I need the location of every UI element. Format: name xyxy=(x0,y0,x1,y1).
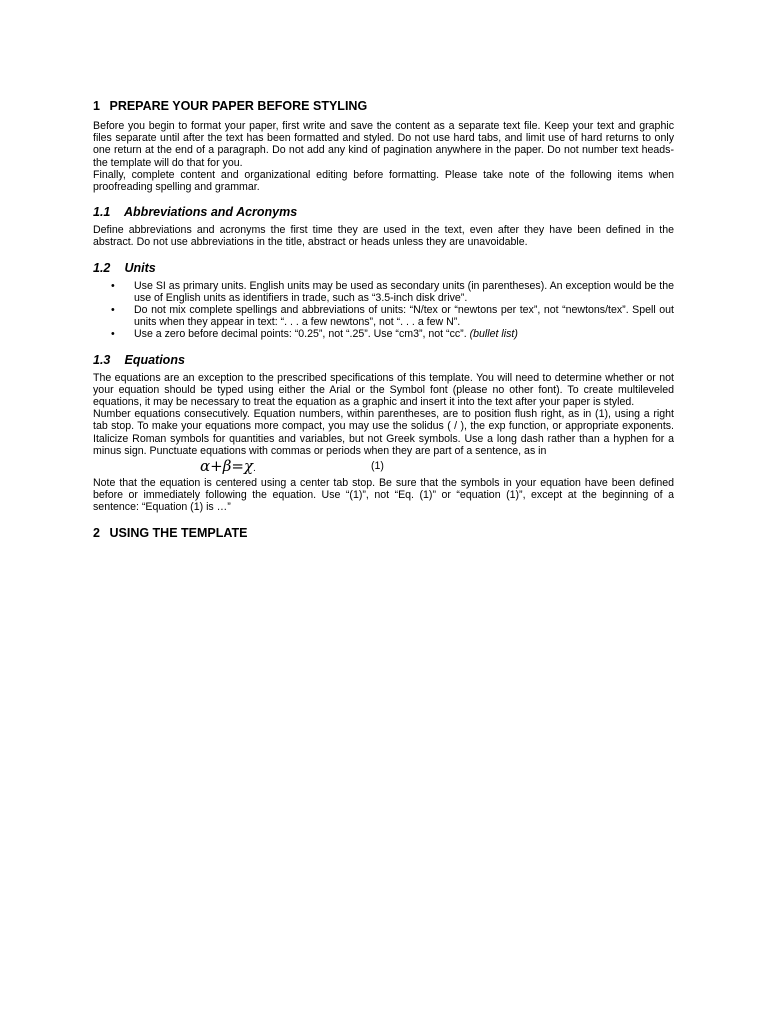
equation-number: (1) xyxy=(371,460,384,473)
units-bullet-list xyxy=(93,280,674,341)
section-1-2 xyxy=(93,260,674,341)
equation-trailing: . xyxy=(253,464,256,475)
equation xyxy=(200,457,256,478)
bullet-text: Do not mix complete spellings and abbreviations of units: “N/tex or “newtons per tex”, not “newtons/tex”. Spell out units when they appear in text: “. . . a few newtons”, not “. . . a few N”. xyxy=(134,304,674,329)
section-1-3-paragraph-2: Number equations consecutively. Equation numbers, within parentheses, are to position flush right, as in (1), using a right tab stop. To make your equations more compact, you may use the solidus ( / ), the exp function, or appropriate exponents. Italicize Roman symbols for quantities and variables, but not Greek symbols. Use a long dash rather than a hyphen for a minus sign. Punctuate equations with commas or periods when they are part of a sentence, as in xyxy=(93,408,674,457)
bullet-list-note: (bullet list) xyxy=(469,328,518,341)
equation-expression: α+β=χ xyxy=(200,457,254,476)
list-item xyxy=(93,328,674,340)
document-page xyxy=(93,98,674,552)
section-1-paragraph-2: Finally, complete content and organizational editing before formatting. Please take note of the following items when proofreading spelling and grammar. xyxy=(93,168,674,194)
list-item xyxy=(93,280,674,304)
section-2 xyxy=(93,525,674,541)
bullet-icon: • xyxy=(111,328,115,341)
section-1-1-heading xyxy=(93,204,674,220)
section-1-2-title: Units xyxy=(124,260,156,275)
section-1-paragraph-1: Before you begin to format your paper, first write and save the content as a separate text file. Keep your text and graphic files separate until after the text has been formatted and styled. Do not use hard tabs, and limit use of hard returns to only one return at the end of a paragraph. Do not add any kind of pagination anywhere in the paper. Do not number text heads-the template will do that for you. xyxy=(93,120,674,169)
section-2-heading xyxy=(93,525,674,541)
section-1-heading xyxy=(93,98,674,114)
section-1-number: 1 xyxy=(93,99,100,113)
equation-line xyxy=(93,457,674,477)
section-1-1-title: Abbreviations and Acronyms xyxy=(124,205,298,220)
section-1-3-title: Equations xyxy=(124,352,185,367)
section-2-number: 2 xyxy=(93,525,100,540)
list-item xyxy=(93,304,674,328)
section-1-3-paragraph-1: The equations are an exception to the prescribed specifications of this template. You will need to determine whether or not your equation should be typed using either the Arial or the Symbol font (please no other font). To create multileveled equations, it may be necessary to treat the equation as a graphic and insert it into the text after your paper is styled. xyxy=(93,371,674,409)
bullet-text: Use a zero before decimal points: “0.25”, not “.25”. Use “cm3”, not “cc”. xyxy=(134,328,467,341)
section-1-2-number: 1.2 xyxy=(93,260,111,275)
section-1-3 xyxy=(93,352,674,514)
section-1 xyxy=(93,98,674,193)
section-1-2-heading xyxy=(93,260,674,276)
section-1-1 xyxy=(93,204,674,248)
section-1-1-paragraph: Define abbreviations and acronyms the first time they are used in the text, even after they have been defined in the abstract. Do not use abbreviations in the title, abstract or heads unless they are unavoidable. xyxy=(93,224,674,249)
section-1-title: PREPARE YOUR PAPER BEFORE STYLING xyxy=(109,99,368,113)
section-1-3-after-equation: Note that the equation is centered using a center tab stop. Be sure that the symbols in your equation have been defined before or immediately following the equation. Use “(1)”, not “Eq. (1)” or “equation (1)”, except at the beginning of a sentence: “Equation (1) is …” xyxy=(93,477,674,514)
section-1-3-heading xyxy=(93,352,674,368)
bullet-icon: • xyxy=(111,279,115,292)
bullet-icon: • xyxy=(111,304,115,317)
section-1-1-number: 1.1 xyxy=(93,205,111,220)
section-2-title: USING THE TEMPLATE xyxy=(109,525,248,540)
bullet-text: Use SI as primary units. English units may be used as secondary units (in parentheses). An exception would be the use of English units as identifiers in trade, such as “3.5-inch disk drive”. xyxy=(134,279,674,304)
section-1-3-number: 1.3 xyxy=(93,352,111,367)
